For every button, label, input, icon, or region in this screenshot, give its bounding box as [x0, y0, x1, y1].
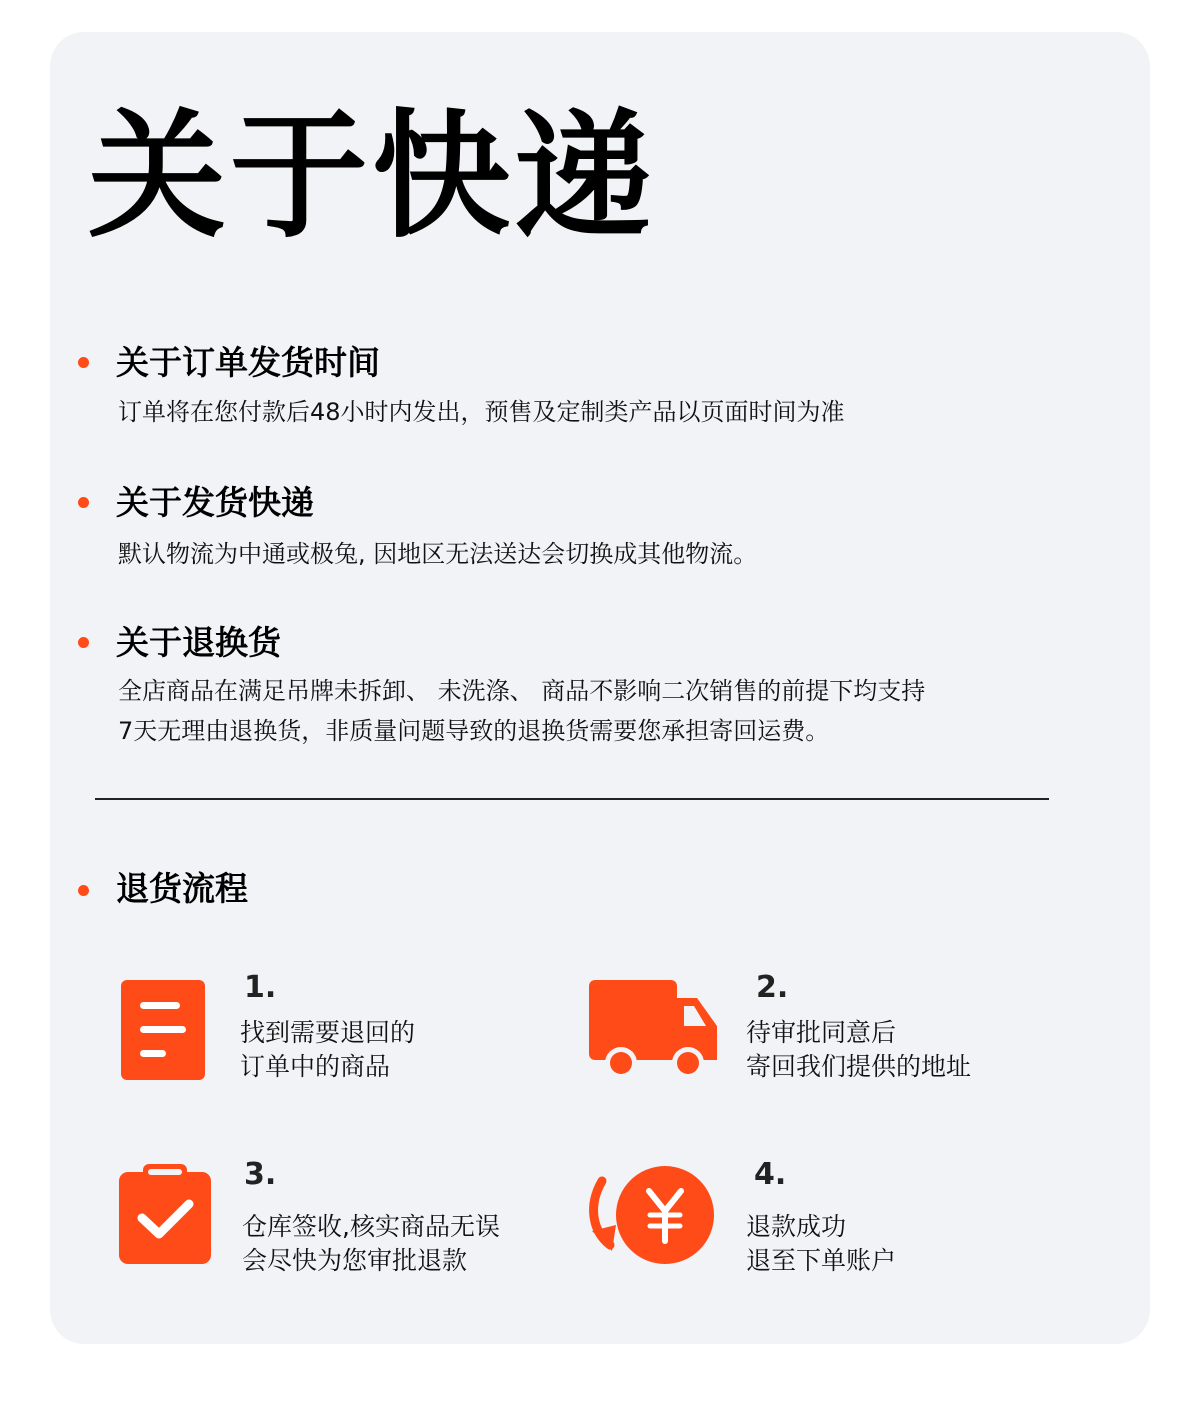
step-1-line-1: 找到需要退回的 — [240, 1018, 416, 1047]
page-title: 关于快递 — [88, 96, 657, 257]
process-heading: 退货流程 — [116, 869, 248, 908]
step-3-line-1: 仓库签收,核实商品无误 — [242, 1212, 500, 1241]
yuan-refund-icon — [580, 1165, 720, 1265]
clipboard-check-icon — [119, 1164, 211, 1264]
section-text-returns-line1: 全店商品在满足吊牌未拆卸、 未洗涤、 商品不影响二次销售的前提下均支持 — [118, 677, 926, 705]
step-2-line-1: 待审批同意后 — [746, 1018, 897, 1047]
step-3-line-2: 会尽快为您审批退款 — [242, 1246, 468, 1275]
bullet-dot — [78, 497, 89, 508]
bullet-dot — [78, 885, 89, 896]
bullet-dot — [78, 357, 89, 368]
section-text-returns-line2: 7天无理由退换货，非质量问题导致的退换货需要您承担寄回运费。 — [118, 717, 830, 745]
step-number-2: 2. — [756, 970, 789, 1005]
step-number-1: 1. — [244, 970, 277, 1005]
bullet-dot — [78, 637, 89, 648]
section-text-courier: 默认物流为中通或极兔, 因地区无法送达会切换成其他物流。 — [118, 540, 758, 568]
section-heading-returns: 关于退换货 — [116, 623, 281, 662]
section-text-shipping-time: 订单将在您付款后48小时内发出，预售及定制类产品以页面时间为准 — [118, 398, 845, 426]
section-heading-shipping-time: 关于订单发货时间 — [116, 343, 380, 382]
divider — [95, 798, 1049, 800]
truck-icon — [589, 980, 719, 1080]
step-number-3: 3. — [244, 1157, 277, 1192]
step-number-4: 4. — [754, 1157, 787, 1192]
step-1-line-2: 订单中的商品 — [240, 1052, 391, 1081]
step-4-line-1: 退款成功 — [746, 1212, 847, 1241]
section-heading-courier: 关于发货快递 — [116, 483, 314, 522]
step-2-line-2: 寄回我们提供的地址 — [746, 1052, 972, 1081]
step-4-line-2: 退至下单账户 — [746, 1246, 897, 1275]
document-icon — [121, 980, 205, 1080]
